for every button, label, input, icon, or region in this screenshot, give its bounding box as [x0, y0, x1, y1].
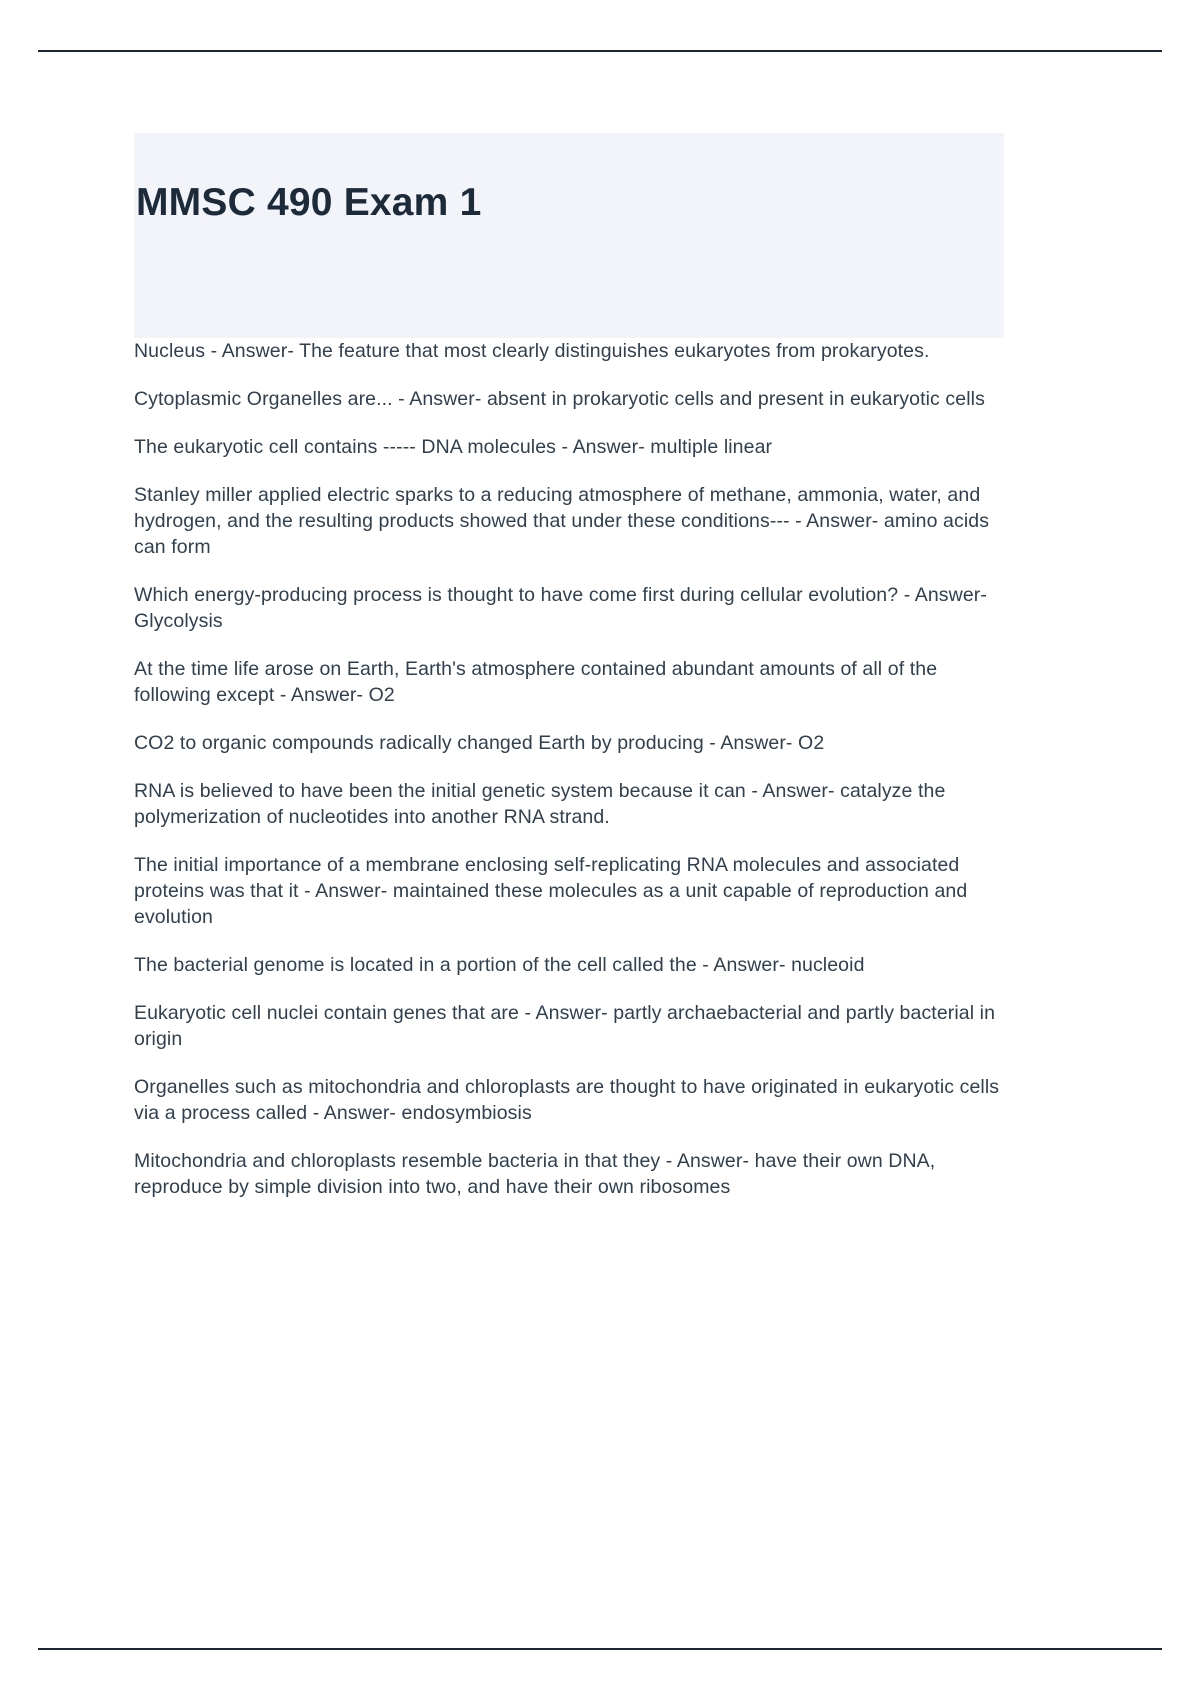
footer-divider: [38, 1648, 1162, 1650]
qa-entry: Nucleus - Answer- The feature that most clearly distinguishes eukaryotes from prokaryotes.: [134, 340, 930, 362]
qa-entry: Which energy-producing process is thought to have come first during cellular evolution? - Answer- Glycolysis: [134, 584, 987, 632]
qa-entry: Mitochondria and chloroplasts resemble bacteria in that they - Answer- have their own DNA, reproduce by simple division into two, and have their own ribosomes: [134, 1150, 936, 1198]
qa-entry: The bacterial genome is located in a portion of the cell called the - Answer- nucleoid: [134, 954, 865, 976]
qa-entry: The initial importance of a membrane enclosing self-replicating RNA molecules and associated proteins was that it - Answer- maintained these molecules as a unit capable of reproduction and evolution: [134, 854, 968, 928]
qa-entry: The eukaryotic cell contains ----- DNA molecules - Answer- multiple linear: [134, 436, 773, 458]
question-answer-list: [134, 338, 1008, 1200]
qa-entry: Stanley miller applied electric sparks to a reducing atmosphere of methane, ammonia, water, and hydrogen, and the resulting products showed that under these conditions--- - Answer- amino acids can form: [134, 484, 990, 558]
page-title: MMSC 490 Exam 1: [136, 181, 482, 224]
qa-entry: Cytoplasmic Organelles are... - Answer- absent in prokaryotic cells and present in eukaryotic cells: [134, 388, 985, 410]
qa-entry: Eukaryotic cell nuclei contain genes that are - Answer- partly archaebacterial and partly bacterial in origin: [134, 1002, 996, 1050]
qa-entry: At the time life arose on Earth, Earth's atmosphere contained abundant amounts of all of the following except - Answer- O2: [134, 658, 938, 706]
header-divider: [38, 50, 1162, 52]
qa-entry: Organelles such as mitochondria and chloroplasts are thought to have originated in eukaryotic cells via a process called - Answer- endosymbiosis: [134, 1076, 1000, 1124]
qa-entry: CO2 to organic compounds radically changed Earth by producing - Answer- O2: [134, 732, 825, 754]
title-banner: [134, 133, 1004, 338]
qa-entry: RNA is believed to have been the initial genetic system because it can - Answer- catalyze the polymerization of nucleotides into another RNA strand.: [134, 780, 946, 828]
